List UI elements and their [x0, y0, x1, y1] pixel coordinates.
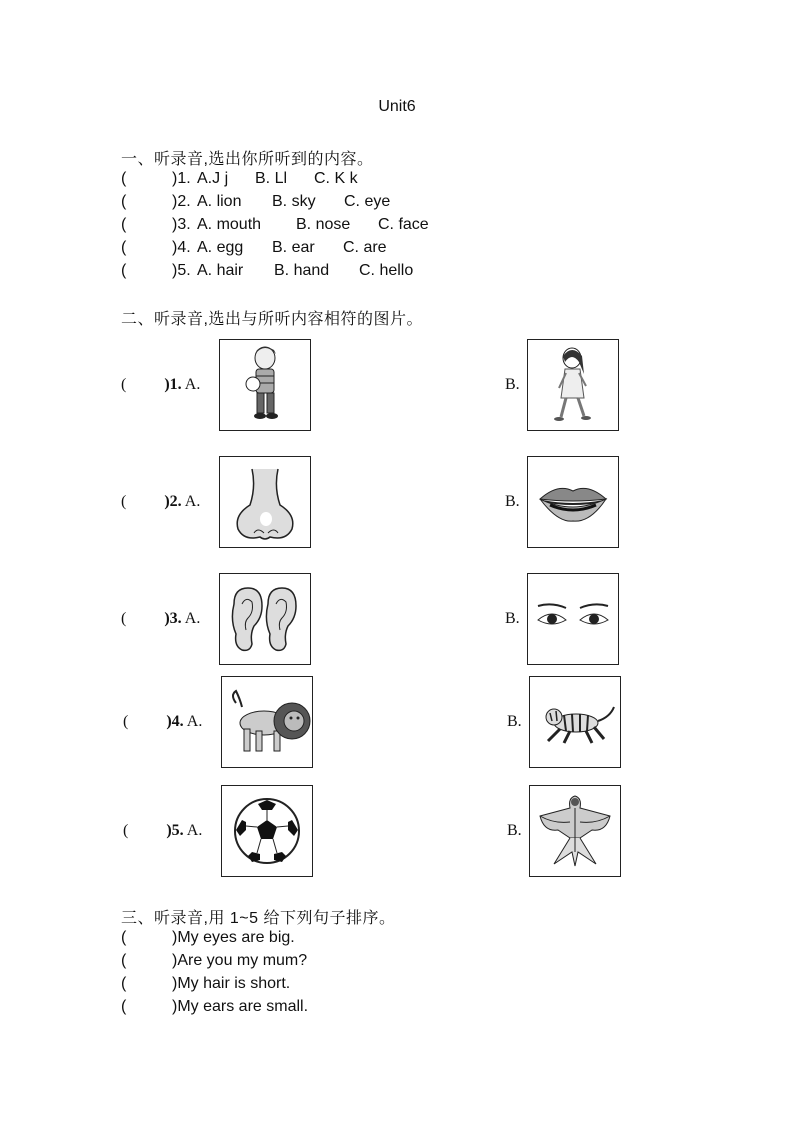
answer-paren: (: [121, 216, 127, 233]
answer-paren: (: [121, 998, 127, 1015]
answer-paren: (: [121, 239, 127, 256]
option-a-label: A.: [184, 610, 201, 627]
football-icon: [222, 786, 312, 876]
option-b-label: B.: [505, 376, 520, 393]
option-b: B. hand: [274, 262, 330, 279]
sentence-text: )My hair is short.: [172, 975, 291, 992]
answer-paren: (: [121, 929, 127, 946]
answer-paren: (: [121, 975, 127, 992]
nose-picture[interactable]: [219, 456, 311, 548]
girl-walking-picture[interactable]: [527, 339, 619, 431]
mouth-picture[interactable]: [527, 456, 619, 548]
item-number: )3.: [164, 610, 182, 627]
option-b-label: B.: [507, 713, 522, 730]
item-number: )1.: [164, 376, 182, 393]
eyes-picture[interactable]: [527, 573, 619, 665]
section2-item-label: [121, 376, 200, 394]
ears-icon: [220, 574, 310, 664]
item-number: )4.: [166, 713, 184, 730]
kite-picture[interactable]: [529, 785, 621, 877]
option-c: C. face: [378, 216, 429, 233]
kite-icon: [530, 786, 620, 876]
answer-paren: (: [121, 193, 127, 210]
option-a-label: A.: [186, 713, 203, 730]
option-b-label: B.: [505, 493, 520, 510]
option-a-label: A.: [184, 493, 201, 510]
lion-picture[interactable]: [221, 676, 313, 768]
option-c: C. are: [343, 239, 387, 256]
answer-paren: (: [123, 822, 129, 839]
mouth-icon: [528, 457, 618, 547]
option-a: A. mouth: [197, 216, 262, 233]
football-picture[interactable]: [221, 785, 313, 877]
sentence-text: )My ears are small.: [172, 998, 309, 1015]
answer-paren: (: [121, 610, 127, 627]
lion-icon: [222, 677, 312, 767]
answer-paren: (: [121, 493, 127, 510]
item-number: )2.: [172, 193, 191, 210]
answer-paren: (: [121, 376, 127, 393]
answer-paren: (: [121, 170, 127, 187]
item-number: )5.: [166, 822, 184, 839]
answer-paren: (: [121, 952, 127, 969]
option-b: B. sky: [272, 193, 316, 210]
option-b-label: B.: [505, 610, 520, 627]
option-a: A. lion: [197, 193, 242, 210]
answer-paren: (: [123, 713, 129, 730]
sentence-text: )Are you my mum?: [172, 952, 308, 969]
boy-with-ball-icon: [220, 340, 310, 430]
section2-item-label: [121, 610, 200, 628]
sentence-text: )My eyes are big.: [172, 929, 295, 946]
section2-heading: 二、听录音,选出与所听内容相符的图片。: [121, 311, 423, 328]
option-a: A. egg: [197, 239, 244, 256]
ears-picture[interactable]: [219, 573, 311, 665]
option-a-label: A.: [184, 376, 201, 393]
section2-item-label: [121, 493, 200, 511]
option-a-label: A.: [186, 822, 203, 839]
eyes-icon: [528, 574, 618, 664]
option-b: B. nose: [296, 216, 351, 233]
item-number: )1.: [172, 170, 191, 187]
item-number: )4.: [172, 239, 191, 256]
tiger-icon: [530, 677, 620, 767]
item-number: )5.: [172, 262, 191, 279]
section2-item-label: [123, 713, 202, 731]
option-a: A.J j: [197, 170, 229, 187]
girl-walking-icon: [528, 340, 618, 430]
boy-with-ball-picture[interactable]: [219, 339, 311, 431]
section1-heading: 一、听录音,选出你所听到的内容。: [121, 151, 374, 168]
option-b-label: B.: [507, 822, 522, 839]
item-number: )2.: [164, 493, 182, 510]
option-b: B. ear: [272, 239, 315, 256]
option-c: C. eye: [344, 193, 391, 210]
option-b: B. Ll: [255, 170, 288, 187]
item-number: )3.: [172, 216, 191, 233]
option-a: A. hair: [197, 262, 244, 279]
section2-item-label: [123, 822, 202, 840]
option-c: C. K k: [314, 170, 358, 187]
section3-heading: 三、听录音,用 1~5 给下列句子排序。: [121, 910, 396, 927]
nose-icon: [220, 457, 310, 547]
page-title: Unit6: [378, 98, 416, 115]
answer-paren: (: [121, 262, 127, 279]
tiger-picture[interactable]: [529, 676, 621, 768]
option-c: C. hello: [359, 262, 414, 279]
